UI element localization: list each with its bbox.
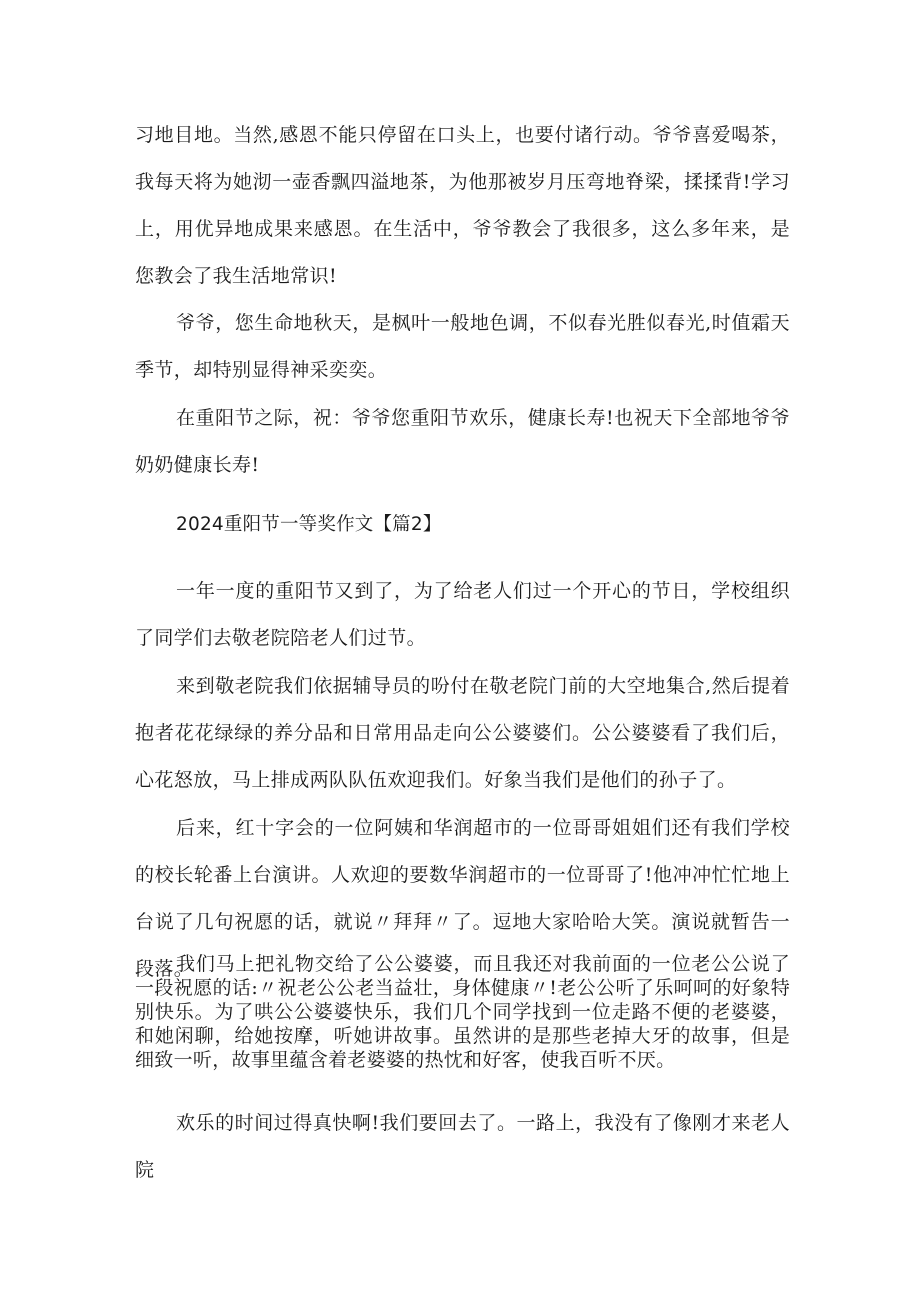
paragraph-speeches: 后来，红十字会的一位阿姨和华润超市的一位哥哥姐姐们还有我们学校的校长轮番上台演讲。人欢迎的要数华润超市的一位哥哥了!他冲冲忙忙地上台说了几句祝愿的话，就说〃拜拜〃了。逗地大家哈哈大笑。演说就暂告一段落。 (135, 817, 790, 980)
paragraph-grandpa-autumn: 爷爷，您生命地秋天，是枫叶一般地色调，不似春光胜似春光,时值霜天季节，却特别显得神采奕奕。 (135, 312, 790, 381)
paragraph-festival-intro: 一年一度的重阳节又到了，为了给老人们过一个开心的节日，学校组织了同学们去敬老院陪老人们过节。 (135, 580, 790, 649)
section-heading: 2024重阳节一等奖作文【篇2】 (176, 514, 442, 535)
paragraph-double-ninth-wishes: 在重阳节之际，祝：爷爷您重阳节欢乐，健康长寿!也祝天下全部地爷爷奶奶健康长寿! (135, 407, 790, 476)
paragraph-going-home: 欢乐的时间过得真快啊!我们要回去了。一路上，我没有了像刚才来老人院 (135, 1112, 790, 1181)
paragraph-gifts-and-stories: 我们马上把礼物交给了公公婆婆，而且我还对我前面的一位老公公说了一段祝愿的话:〃祝老公公老当益壮，身体健康〃!老公公听了乐呵呵的好象特别快乐。为了哄公公婆婆快乐，我们几个同学找到一位走路不便的老婆婆，和她闲聊，给她按摩，听她讲故事。虽然讲的是那些老掉大牙的故事，但是细致一听，故事里蕴含着老婆婆的热忱和好客，使我百听不厌。 (135, 953, 790, 1071)
paragraph-arrival: 来到敬老院我们依据辅导员的吩付在敬老院门前的大空地集合,然后提着抱者花花绿绿的养分品和日常用品走向公公婆婆们。公公婆婆看了我们后，心花怒放，马上排成两队队伍欢迎我们。好象当我们是他们的孙子了。 (135, 675, 790, 791)
paragraph-gratitude-action: 习地目地。当然,感恩不能只停留在口头上，也要付诸行动。爷爷喜爱喝茶，我每天将为她沏一壶香飘四溢地茶，为他那被岁月压弯地脊梁，揉揉背!学习上，用优异地成果来感恩。在生活中，爷爷教会了我很多，这么多年来，是您教会了我生活地常识! (135, 124, 790, 287)
